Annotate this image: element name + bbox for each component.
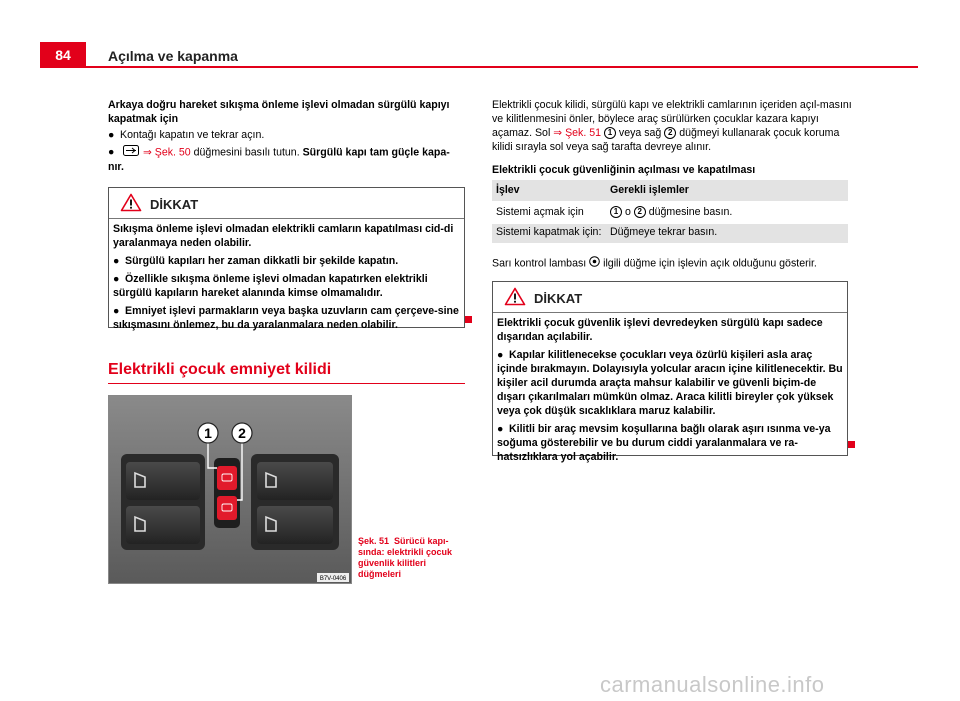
table-cell: 1 o 2 düğmesine basın. — [606, 201, 848, 224]
table-title: Elektrikli çocuk güvenliğinin açılması ve kapatılması — [492, 164, 756, 176]
warning-item: ● Kilitli bir araç mevsim koşullarına bağlı olarak aşırı ısınma ve-ya soğuma gösterebilir ve bu durum ciddi yaralanmalara ve ra-hatsızlıklara yol açabilir. — [497, 423, 831, 463]
warning-box-right — [492, 281, 848, 463]
figure-child-lock-buttons — [108, 395, 352, 584]
section-end-marker — [848, 441, 855, 448]
warning-item: ● Kapılar kilitlenecekse çocukları veya özürlü kişileri asla araç içinde bırakmayın. Dolayısıyla yolcular aracın içine kilitlenecektir. Bu kişiler acil durumda araçta mahsur kalabilir ve güvenli biçim-de dışarı çıkarılmaları mümkün olmaz. Araca kilitli bireyler çok yüksek veya çok düşük sıcaklıklara maruz kalabilir. — [497, 349, 843, 417]
warning-intro: Sıkışma önleme işlevi olmadan elektrikli camların kapatılması cid-di yaralanmaya neden olabilir. — [113, 223, 454, 249]
table-header-row — [492, 180, 848, 201]
warning-box-header — [109, 188, 464, 219]
section-end-marker — [465, 316, 472, 323]
slide-door-button-icon — [123, 145, 139, 160]
callout-ref-1: 1 — [610, 206, 622, 218]
callout-ref-2: 2 — [634, 206, 646, 218]
figure-link[interactable]: ⇒ Şek. 50 — [142, 146, 191, 159]
intro-paragraph: Elektrikli çocuk kilidi, sürgülü kapı ve elektrikli camlarının içeriden açıl-masını ve kilitlenmesini önler, böylece araç sürülürken çocuklar kazara kapıyı açamaz. Sol ⇒ Şek. 51 1 veya sağ 2 düğmeyi kullanarak çocuk koruma kilidi sırayla sol veya sağ tarafta devreye alınır. — [492, 99, 852, 153]
bullet-icon: ● — [497, 423, 504, 435]
table-cell: Sistemi kapatmak için: — [496, 226, 602, 238]
callout-1: 1 — [204, 425, 212, 441]
warning-triangle-icon — [504, 287, 526, 306]
warning-triangle-icon — [120, 193, 142, 212]
bullet-icon: ● — [108, 129, 115, 141]
page-number: 84 — [40, 42, 86, 66]
figure-caption: Şek. 51 Sürücü kapı-sında: elektrikli çocuk güvenlik kilitleri düğmeleri — [358, 536, 453, 579]
header-rule — [40, 66, 918, 68]
figure-link[interactable]: ⇒ Şek. 51 — [553, 127, 601, 139]
callout-ref-2: 2 — [664, 127, 676, 139]
table-cell: Düğmeye tekrar basın. — [610, 226, 718, 238]
bullet-icon: ● — [108, 146, 115, 159]
table-row — [492, 201, 848, 224]
procedure-heading: Arkaya doğru hareket sıkışma önleme işlevi olmadan sürgülü kapıyı kapatmak için — [108, 99, 450, 125]
procedure-step-1: ● Kontağı kapatın ve tekrar açın. — [108, 129, 265, 141]
procedure-step-2: ● ⇒ Şek. 50 düğmesini basılı tutun. Sürgülü kapı tam güçle kapa-nır. — [108, 146, 450, 173]
bullet-icon: ● — [113, 305, 120, 317]
figure-code: B7V-0406 — [319, 576, 347, 582]
warning-item: ● Sürgülü kapıları her zaman dikkatli bir şekilde kapatın. — [113, 255, 399, 267]
warning-title: DİKKAT — [150, 197, 199, 212]
warning-body — [109, 219, 464, 332]
table-row — [492, 224, 848, 243]
section-rule — [108, 383, 465, 384]
watermark: carmanualsonline.info — [600, 672, 825, 697]
lamp-note: Sarı kontrol lambası ilgili düğme için işlevin açık olduğunu gösterir. — [492, 257, 817, 270]
warning-box-left — [108, 187, 465, 331]
callout-ref-1: 1 — [604, 127, 616, 139]
warning-item: ● Özellikle sıkışma önleme işlevi olmadan kapatırken elektrikli sürgülü kapıların hareket alanında kimse olmamalıdır. — [113, 273, 428, 299]
bullet-icon: ● — [497, 349, 504, 361]
function-table — [492, 180, 848, 243]
table-header: Gerekli işlemler — [610, 184, 689, 196]
warning-intro: Elektrikli çocuk güvenlik işlevi devredeyken sürgülü kapı sadece dışarıdan açılabilir. — [497, 317, 823, 343]
callout-2: 2 — [238, 425, 246, 441]
lamp-icon — [589, 256, 600, 271]
warning-title: DİKKAT — [534, 291, 583, 306]
bullet-icon: ● — [113, 255, 120, 267]
table-header: İşlev — [496, 184, 520, 196]
table-cell: Sistemi açmak için — [496, 206, 584, 218]
warning-box-header — [493, 282, 847, 313]
warning-body — [493, 313, 847, 464]
warning-item: ● Emniyet işlevi parmakların veya başka uzuvların cam çerçeve-sine sıkışmasını önlemez, bu da yaralanmalara neden olabilir. — [113, 305, 459, 331]
page-title: Açılma ve kapanma — [108, 48, 238, 64]
section-title: Elektrikli çocuk emniyet kilidi — [108, 361, 332, 378]
bullet-icon: ● — [113, 273, 120, 285]
